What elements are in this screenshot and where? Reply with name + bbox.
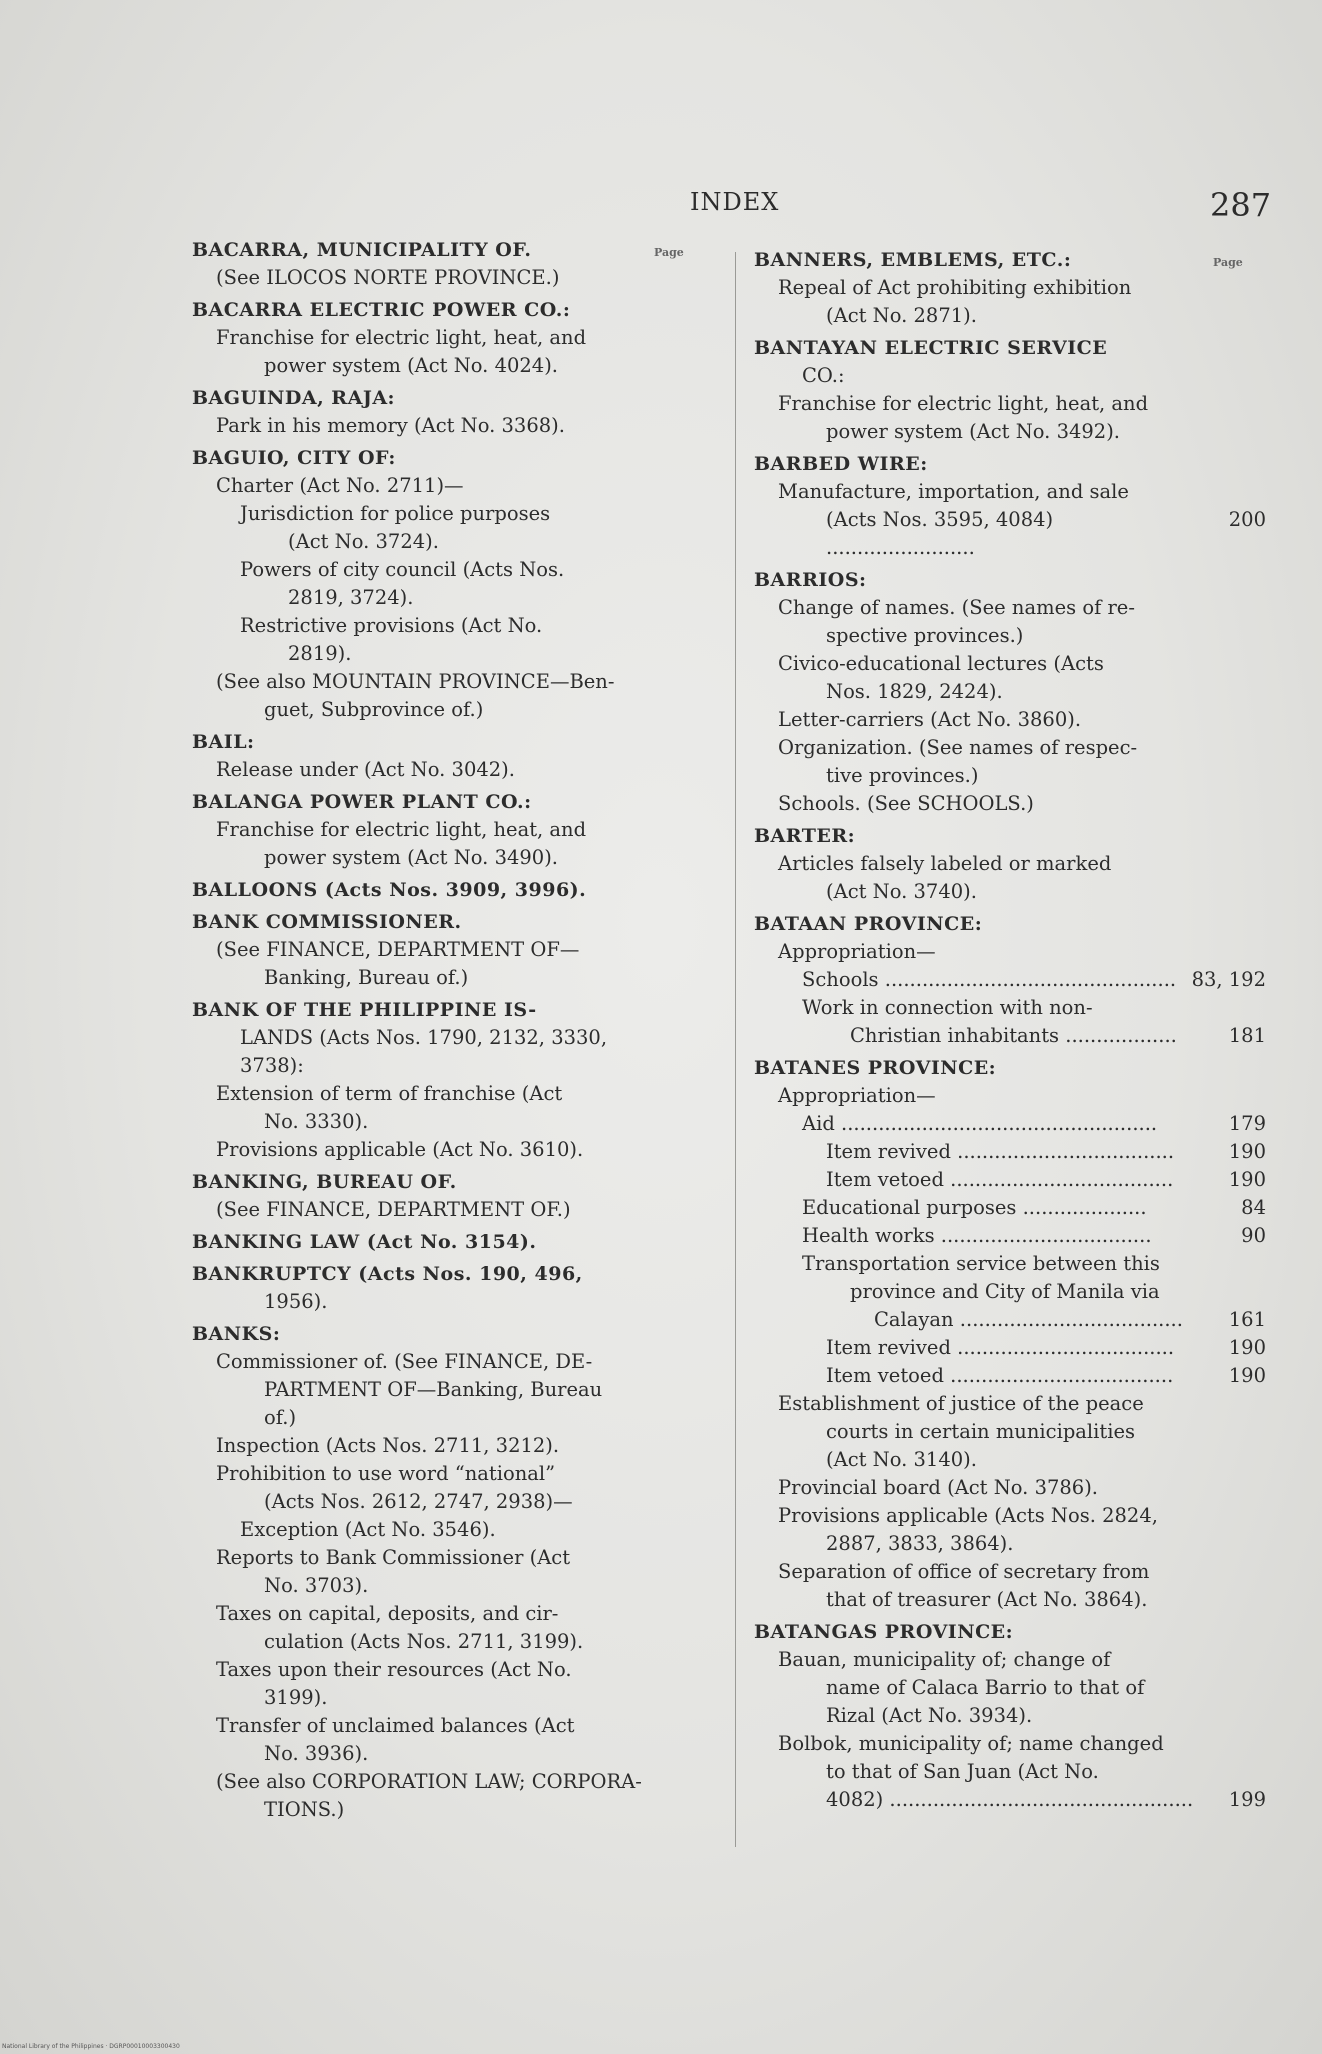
index-entry	[754, 246, 1266, 330]
entry-heading: BARRIOS:	[754, 569, 867, 591]
entry-line	[192, 964, 642, 992]
entry-line	[754, 938, 1266, 966]
page-reference: 181	[1228, 1024, 1266, 1047]
entry-line-text: province and City of Manila via	[850, 1280, 1160, 1303]
entry-heading: BANKRUPTCY (Acts Nos. 190, 496,	[192, 1263, 583, 1285]
entry-line	[192, 844, 642, 872]
entry-line-text: power system (Act No. 3490).	[264, 846, 559, 869]
page-column-label-left: Page	[654, 246, 684, 259]
entry-line-text: (See also CORPORATION LAW; CORPORA-	[216, 1770, 642, 1793]
entry-line	[192, 1768, 642, 1796]
entry-line	[754, 650, 1266, 678]
entry-line-text: Release under (Act No. 3042).	[216, 758, 515, 781]
entry-line	[754, 1786, 1266, 1814]
entry-line-text: 4082) .................................................	[826, 1788, 1194, 1811]
entry-line-text: 3199).	[264, 1686, 328, 1709]
entry-heading: BANKING, BUREAU OF.	[192, 1171, 457, 1193]
entry-line	[754, 506, 1266, 562]
index-entry	[754, 566, 1266, 818]
entry-line-text: Banking, Bureau of.)	[264, 966, 469, 989]
entry-line	[192, 1196, 642, 1224]
entry-line-text: Provincial board (Act No. 3786).	[778, 1476, 1098, 1499]
entry-line-text: Restrictive provisions (Act No.	[240, 614, 543, 637]
entry-line	[192, 668, 642, 696]
entry-line	[192, 1376, 642, 1404]
entry-line	[754, 994, 1266, 1022]
entry-heading: BALLOONS (Acts Nos. 3909, 3996).	[192, 879, 587, 901]
entry-line-text: that of treasurer (Act No. 3864).	[826, 1588, 1148, 1611]
entry-line	[754, 1502, 1266, 1530]
entry-line-text: 1956).	[264, 1290, 328, 1313]
entry-line	[192, 1628, 642, 1656]
entry-line-text: Park in his memory (Act No. 3368).	[216, 414, 565, 437]
page-reference: 190	[1228, 1140, 1266, 1163]
entry-line-text: Repeal of Act prohibiting exhibition	[778, 276, 1132, 299]
entry-line-text: power system (Act No. 4024).	[264, 354, 559, 377]
entry-line	[192, 1288, 642, 1316]
entry-line	[754, 418, 1266, 446]
entry-line-text: to that of San Juan (Act No.	[826, 1760, 1099, 1783]
entry-line	[754, 706, 1266, 734]
entry-line	[754, 1082, 1266, 1110]
entry-line-text: Schools. (See SCHOOLS.)	[778, 792, 1034, 815]
entry-line	[754, 1646, 1266, 1674]
entry-line-text: courts in certain municipalities	[826, 1420, 1136, 1443]
entry-heading: BANK OF THE PHILIPPINE IS-	[192, 999, 537, 1021]
page-reference: 190	[1228, 1336, 1266, 1359]
entry-line	[192, 816, 642, 844]
page-reference: 190	[1228, 1168, 1266, 1191]
entry-line-text: Provisions applicable (Act No. 3610).	[216, 1138, 584, 1161]
entry-line-text: Franchise for electric light, heat, and	[778, 392, 1149, 415]
entry-line	[192, 612, 642, 640]
entry-line	[192, 324, 642, 352]
index-entry	[754, 822, 1266, 906]
entry-line	[754, 1166, 1266, 1194]
entry-line	[754, 1758, 1266, 1786]
entry-line-text: Letter-carriers (Act No. 3860).	[778, 708, 1082, 731]
index-entry	[192, 788, 642, 872]
index-entry	[192, 1320, 642, 1824]
index-column-left	[192, 236, 642, 1828]
entry-line-text: PARTMENT OF—Banking, Bureau	[264, 1378, 603, 1401]
entry-heading: BANK COMMISSIONER.	[192, 911, 462, 933]
entry-line	[754, 1022, 1266, 1050]
page-column-label-right: Page	[1213, 256, 1243, 269]
entry-line	[192, 756, 642, 784]
page-reference: 161	[1228, 1308, 1266, 1331]
entry-line	[192, 1544, 642, 1572]
entry-line	[192, 1404, 642, 1432]
entry-line-text: 2887, 3833, 3864).	[826, 1532, 1014, 1555]
index-entry	[192, 996, 642, 1164]
entry-line	[192, 1796, 642, 1824]
entry-line-text: Item vetoed ....................................	[826, 1168, 1174, 1191]
index-entry	[192, 1228, 642, 1256]
entry-line-text: tive provinces.)	[826, 764, 979, 787]
entry-line-text: spective provinces.)	[826, 624, 1024, 647]
entry-line-text: Franchise for electric light, heat, and	[216, 818, 587, 841]
entry-line	[754, 1334, 1266, 1362]
entry-line	[192, 584, 642, 612]
index-entry	[192, 728, 642, 784]
entry-line	[192, 1108, 642, 1136]
entry-line-text: LANDS (Acts Nos. 1790, 2132, 3330,	[240, 1026, 608, 1049]
entry-heading: BALANGA POWER PLANT CO.:	[192, 791, 532, 813]
entry-line	[192, 640, 642, 668]
entry-line-text: Item vetoed ....................................	[826, 1364, 1174, 1387]
entry-line-text: Separation of office of secretary from	[778, 1560, 1150, 1583]
entry-heading: BAIL:	[192, 731, 255, 753]
entry-line-text: Provisions applicable (Acts Nos. 2824,	[778, 1504, 1158, 1527]
index-entry	[192, 876, 642, 904]
entry-line	[754, 362, 1266, 390]
entry-line-text: Manufacture, importation, and sale	[778, 480, 1129, 503]
entry-line	[192, 528, 642, 556]
page-number: 287	[1210, 186, 1272, 224]
entry-line	[754, 274, 1266, 302]
entry-line	[192, 472, 642, 500]
entry-line	[754, 734, 1266, 762]
entry-heading: BARTER:	[754, 825, 856, 847]
entry-line-text: Nos. 1829, 2424).	[826, 680, 1003, 703]
index-column-right	[754, 246, 1266, 1818]
entry-line	[192, 412, 642, 440]
page-reference: 200	[1228, 508, 1266, 531]
entry-line-text: Rizal (Act No. 3934).	[826, 1704, 1033, 1727]
entry-heading: BAGUINDA, RAJA:	[192, 387, 396, 409]
entry-line-text: Commissioner of. (See FINANCE, DE-	[216, 1350, 593, 1373]
index-entry	[754, 450, 1266, 562]
entry-line	[754, 762, 1266, 790]
entry-line-text: No. 3703).	[264, 1574, 369, 1597]
entry-line-text: (Act No. 3140).	[826, 1448, 977, 1471]
entry-heading: BANKING LAW (Act No. 3154).	[192, 1231, 537, 1253]
entry-line	[754, 1306, 1266, 1334]
entry-line-text: Aid ...................................................	[802, 1112, 1158, 1135]
entry-line-text: culation (Acts Nos. 2711, 3199).	[264, 1630, 584, 1653]
index-entry	[754, 910, 1266, 1050]
entry-line	[192, 1712, 642, 1740]
index-entry	[754, 1054, 1266, 1614]
entry-line-text: 2819).	[288, 642, 352, 665]
entry-line	[192, 352, 642, 380]
entry-heading: BAGUIO, CITY OF:	[192, 447, 396, 469]
entry-line	[192, 1684, 642, 1712]
entry-line-text: Organization. (See names of respec-	[778, 736, 1138, 759]
entry-line	[754, 1362, 1266, 1390]
entry-line	[754, 1558, 1266, 1586]
page-reference: 83, 192	[1191, 968, 1266, 991]
entry-line-text: Articles falsely labeled or marked	[778, 852, 1112, 875]
entry-line-text: (See ILOCOS NORTE PROVINCE.)	[216, 266, 560, 289]
entry-line-text: Establishment of justice of the peace	[778, 1392, 1144, 1415]
entry-line-text: Calayan ....................................	[874, 1308, 1183, 1331]
entry-line	[192, 1740, 642, 1768]
entry-line-text: Civico-educational lectures (Acts	[778, 652, 1104, 675]
entry-heading: BANNERS, EMBLEMS, ETC.:	[754, 249, 1072, 271]
index-entry	[192, 296, 642, 380]
running-head: INDEX	[690, 188, 780, 216]
index-entry	[192, 1260, 642, 1316]
entry-line-text: Exception (Act No. 3546).	[240, 1518, 496, 1541]
entry-line	[754, 1390, 1266, 1418]
footer-credit: National Library of the Philippines · DGRP00010003300430	[2, 2043, 180, 2050]
entry-line	[754, 478, 1266, 506]
entry-line-text: Appropriation—	[778, 1084, 936, 1107]
entry-line	[754, 1222, 1266, 1250]
entry-line-text: (See FINANCE, DEPARTMENT OF—	[216, 938, 580, 961]
entry-line	[754, 594, 1266, 622]
entry-line	[192, 1516, 642, 1544]
entry-line-text: Transfer of unclaimed balances (Act	[216, 1714, 575, 1737]
entry-line	[754, 1138, 1266, 1166]
entry-line	[192, 556, 642, 584]
entry-line-text: (Act No. 3740).	[826, 880, 977, 903]
entry-line	[754, 1446, 1266, 1474]
entry-line-text: No. 3330).	[264, 1110, 369, 1133]
page-reference: 179	[1228, 1112, 1266, 1135]
entry-line	[754, 1730, 1266, 1758]
entry-line-text: Inspection (Acts Nos. 2711, 3212).	[216, 1434, 560, 1457]
entry-line	[192, 1460, 642, 1488]
entry-line	[192, 1600, 642, 1628]
index-entry	[192, 384, 642, 440]
entry-line	[754, 1194, 1266, 1222]
entry-line	[192, 1572, 642, 1600]
entry-line-text: TIONS.)	[264, 1798, 345, 1821]
entry-heading: BARBED WIRE:	[754, 453, 928, 475]
entry-line-text: Educational purposes ....................	[802, 1196, 1147, 1219]
entry-line	[192, 1024, 642, 1052]
page-reference: 90	[1241, 1224, 1266, 1247]
entry-line	[754, 1110, 1266, 1138]
entry-line	[192, 1052, 642, 1080]
entry-heading: BANTAYAN ELECTRIC SERVICE	[754, 337, 1108, 359]
entry-line-text: Franchise for electric light, heat, and	[216, 326, 587, 349]
entry-line-text: (Acts Nos. 3595, 4084) ........................	[826, 508, 1054, 559]
page-reference: 84	[1241, 1196, 1266, 1219]
index-entry	[192, 908, 642, 992]
entry-line	[754, 302, 1266, 330]
entry-line	[192, 936, 642, 964]
index-entry	[754, 1618, 1266, 1814]
entry-line-text: Health works ..................................	[802, 1224, 1152, 1247]
entry-line-text: 2819, 3724).	[288, 586, 414, 609]
entry-line-text: Appropriation—	[778, 940, 936, 963]
entry-line	[754, 1278, 1266, 1306]
entry-line-text: (Act No. 3724).	[288, 530, 439, 553]
entry-line	[192, 1080, 642, 1108]
entry-line-text: (See also MOUNTAIN PROVINCE—Ben-	[216, 670, 615, 693]
entry-line-text: Extension of term of franchise (Act	[216, 1082, 563, 1105]
entry-line	[754, 678, 1266, 706]
entry-line	[754, 1702, 1266, 1730]
entry-line-text: power system (Act No. 3492).	[826, 420, 1121, 443]
entry-line	[754, 622, 1266, 650]
entry-line-text: of.)	[264, 1406, 297, 1429]
entry-line-text: Charter (Act No. 2711)—	[216, 474, 464, 497]
entry-line-text: Change of names. (See names of re-	[778, 596, 1135, 619]
entry-line-text: guet, Subprovince of.)	[264, 698, 484, 721]
entry-heading: BATANGAS PROVINCE:	[754, 1621, 1014, 1643]
page-reference: 190	[1228, 1364, 1266, 1387]
entry-line-text: Taxes on capital, deposits, and cir-	[216, 1602, 559, 1625]
page-reference: 199	[1228, 1788, 1266, 1811]
entry-line	[754, 1250, 1266, 1278]
entry-line-text: Jurisdiction for police purposes	[240, 502, 551, 525]
column-divider	[735, 252, 736, 1847]
entry-line-text: CO.:	[802, 364, 845, 387]
entry-line-text: Prohibition to use word “national”	[216, 1462, 556, 1485]
entry-line-text: Bolbok, municipality of; name changed	[778, 1732, 1164, 1755]
entry-line	[192, 1348, 642, 1376]
entry-line-text: (Act No. 2871).	[826, 304, 977, 327]
entry-line	[754, 1418, 1266, 1446]
entry-line-text: Schools ...............................................	[802, 968, 1177, 991]
entry-line	[192, 1488, 642, 1516]
entry-line	[192, 264, 642, 292]
index-entry	[192, 1168, 642, 1224]
entry-heading: BATANES PROVINCE:	[754, 1057, 997, 1079]
entry-line-text: Item revived ...................................	[826, 1140, 1175, 1163]
entry-line-text: Christian inhabitants ..................	[850, 1024, 1177, 1047]
entry-line	[754, 966, 1266, 994]
entry-line	[754, 1586, 1266, 1614]
entry-line-text: Bauan, municipality of; change of	[778, 1648, 1111, 1671]
entry-line	[754, 790, 1266, 818]
entry-line	[754, 1530, 1266, 1558]
entry-line	[754, 1674, 1266, 1702]
entry-line	[192, 1656, 642, 1684]
entry-line-text: Work in connection with non-	[802, 996, 1093, 1019]
entry-line-text: Reports to Bank Commissioner (Act	[216, 1546, 571, 1569]
index-entry	[754, 334, 1266, 446]
entry-line	[754, 850, 1266, 878]
entry-line	[754, 1474, 1266, 1502]
entry-line-text: name of Calaca Barrio to that of	[826, 1676, 1145, 1699]
entry-line	[754, 390, 1266, 418]
index-entry	[192, 236, 642, 292]
entry-heading: BACARRA, MUNICIPALITY OF.	[192, 239, 532, 261]
entry-line-text: Item revived ...................................	[826, 1336, 1175, 1359]
index-entry	[192, 444, 642, 724]
entry-line	[192, 500, 642, 528]
entry-heading: BANKS:	[192, 1323, 281, 1345]
entry-line	[754, 878, 1266, 906]
entry-line-text: Powers of city council (Acts Nos.	[240, 558, 565, 581]
entry-line	[192, 696, 642, 724]
entry-heading: BACARRA ELECTRIC POWER CO.:	[192, 299, 571, 321]
entry-line-text: (See FINANCE, DEPARTMENT OF.)	[216, 1198, 571, 1221]
entry-heading: BATAAN PROVINCE:	[754, 913, 983, 935]
entry-line-text: 3738):	[240, 1054, 304, 1077]
entry-line	[192, 1136, 642, 1164]
entry-line-text: (Acts Nos. 2612, 2747, 2938)—	[264, 1490, 573, 1513]
entry-line-text: Transportation service between this	[802, 1252, 1160, 1275]
entry-line-text: Taxes upon their resources (Act No.	[216, 1658, 572, 1681]
entry-line	[192, 1432, 642, 1460]
entry-line-text: No. 3936).	[264, 1742, 369, 1765]
